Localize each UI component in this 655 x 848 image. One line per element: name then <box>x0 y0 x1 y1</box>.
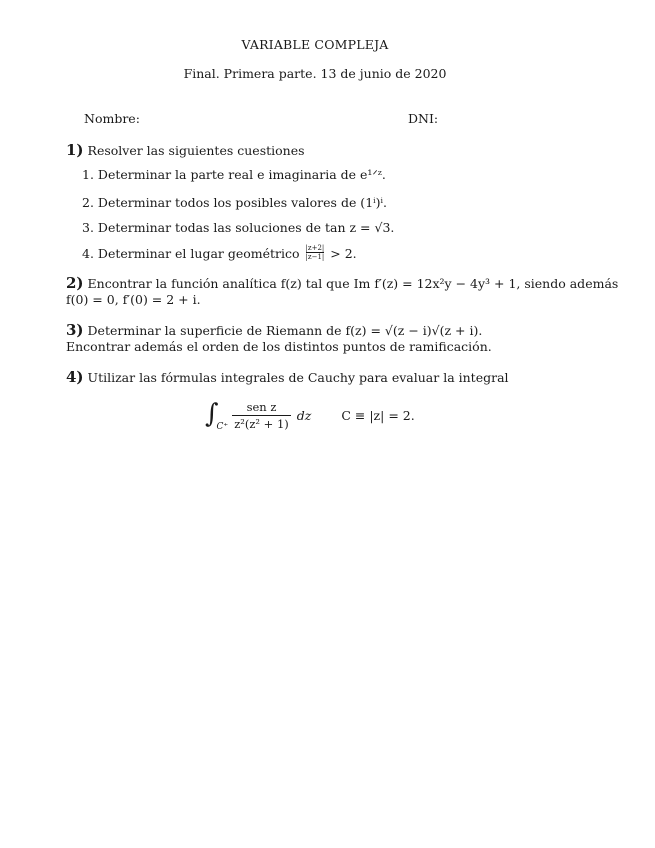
question-1-item-3 <box>82 220 394 235</box>
question-2-line-2: f(0) = 0, f′(0) = 2 + i. <box>66 292 201 307</box>
integrand-fraction <box>232 400 291 431</box>
question-4-number: 4) <box>66 368 84 386</box>
question-3-line-1: Determinar la superficie de Riemann de f(z) = √(z − i)√(z + i). <box>87 323 483 338</box>
fraction-numerator: |z+2| <box>305 244 325 252</box>
question-2-number: 2) <box>66 274 84 292</box>
integrand-denominator: z²(z² + 1) <box>234 416 289 431</box>
dni-label: DNI: <box>408 111 439 126</box>
item-number: 4. <box>82 246 94 261</box>
question-3 <box>66 321 482 339</box>
item-text-after: > 2. <box>330 246 357 261</box>
question-1-number: 1) <box>66 141 84 159</box>
fraction-denominator: |z−1| <box>305 253 325 261</box>
question-1-item-1 <box>82 167 386 182</box>
question-2-line-1: Encontrar la función analítica f(z) tal que Im f′(z) = 12x²y − 4y³ + 1, siendo además <box>87 276 619 291</box>
integral-expression <box>205 395 415 435</box>
item-number: 1. <box>82 167 94 182</box>
question-1-item-2 <box>82 195 387 210</box>
modulus-fraction <box>306 244 325 261</box>
page-title: VARIABLE COMPLEJA <box>241 37 389 52</box>
name-label: Nombre: <box>84 111 140 126</box>
item-text: Determinar la parte real e imaginaria de e¹ᐟᶻ. <box>97 167 386 182</box>
item-text: Determinar el lugar geométrico <box>97 246 300 261</box>
page-subtitle: Final. Primera parte. 13 de junio de 2020 <box>183 66 447 81</box>
question-1-text: Resolver las siguientes cuestiones <box>87 143 305 158</box>
contour-condition: C ≡ |z| = 2. <box>341 407 415 423</box>
integrand-numerator: sen z <box>246 399 277 414</box>
integral-sign: ∫ <box>205 399 219 429</box>
item-number: 2. <box>82 195 94 210</box>
contour-subscript: C⁺ <box>216 422 229 432</box>
question-1 <box>66 141 305 159</box>
question-3-number: 3) <box>66 321 84 339</box>
question-4-text: Utilizar las fórmulas integrales de Cauchy para evaluar la integral <box>87 370 509 385</box>
item-text: Determinar todas las soluciones de tan z = √3. <box>97 220 395 235</box>
question-1-item-4 <box>82 246 357 263</box>
item-number: 3. <box>82 220 94 235</box>
question-2 <box>66 274 618 292</box>
differential: dz <box>296 407 312 423</box>
item-text: Determinar todos los posibles valores de (1ⁱ)ⁱ. <box>97 195 388 210</box>
question-3-line-2: Encontrar además el orden de los distintos puntos de ramificación. <box>66 339 492 354</box>
question-4 <box>66 368 509 386</box>
